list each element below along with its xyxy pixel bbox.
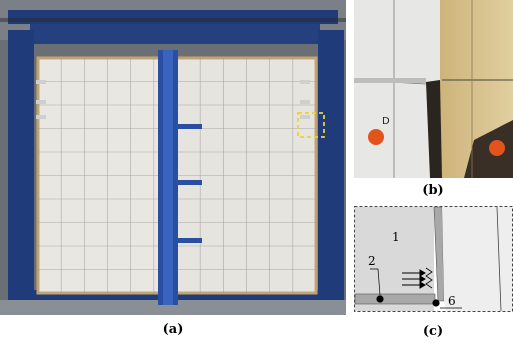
caption-a: (a) (162, 322, 184, 337)
label-6: 6 (448, 294, 456, 308)
photo-panel-b (354, 0, 513, 178)
caption-b: (b) (422, 183, 444, 198)
marker-right (489, 140, 505, 156)
marker-d (368, 129, 384, 145)
label-1: 1 (392, 230, 400, 244)
closeup-photo (354, 0, 513, 178)
caption-c: (c) (422, 324, 444, 339)
schematic-diagram (354, 206, 513, 324)
marker-label-d: D (382, 116, 390, 127)
schematic-panel-c (354, 206, 513, 324)
label-2: 2 (368, 254, 376, 268)
